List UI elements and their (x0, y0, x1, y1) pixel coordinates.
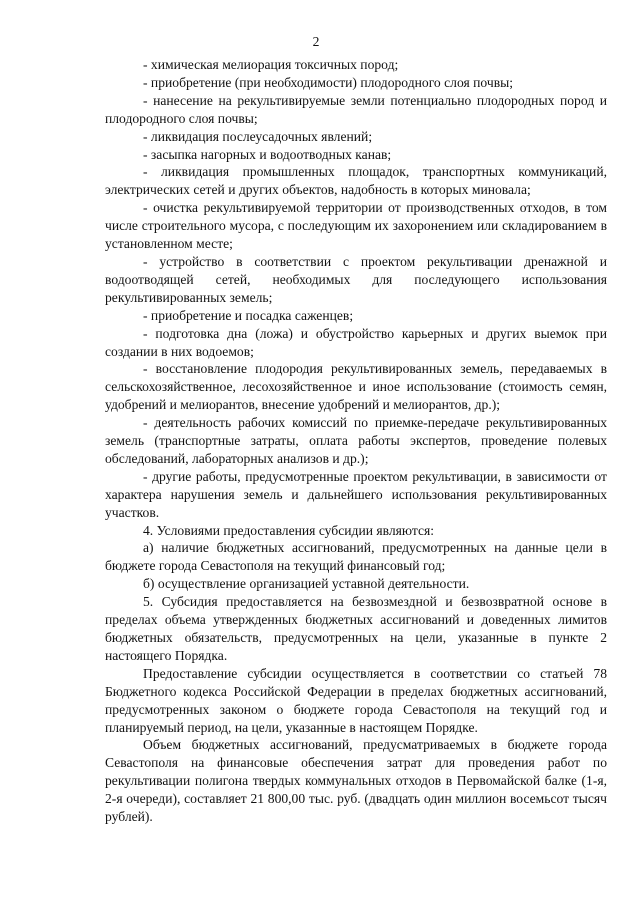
list-item: - приобретение (при необходимости) плодородного слоя почвы; (143, 74, 514, 90)
paragraph: 5. Субсидия предоставляется на безвозмездной и безвозвратной основе в пределах объема утвержденных бюджетных ассигнований и доведенных лимитов бюджетных обязательств, предусмотренных на цели, указанные в пункте 2 настоящего Порядка. (105, 594, 607, 663)
list-item: - химическая мелиорация токсичных пород; (143, 57, 399, 72)
list-item: - засыпка нагорных и водоотводных канав; (143, 146, 392, 162)
page-number: 2 (312, 34, 320, 49)
document-body (105, 56, 607, 826)
section-heading: 4. Условиями предоставления субсидии являются: (143, 522, 435, 538)
list-item: - другие работы, предусмотренные проектом рекультивации, в зависимости от характера нарушения земель и дальнейшего использования рекультивированных участков. (105, 468, 607, 520)
list-item: б) осуществление организацией уставной деятельности. (143, 576, 470, 592)
list-item: - деятельность рабочих комиссий по приемке-передаче рекультивированных земель (транспортные затраты, оплата работы экспертов, проведение полевых обследований, лабораторных анализов и др.); (105, 415, 607, 466)
list-item: - приобретение и посадка саженцев; (143, 307, 354, 323)
list-item: - устройство в соответствии с проектом рекультивации дренажной и водоотводящей сетей, необходимых для последующего использования рекультивированных земель; (105, 253, 607, 305)
list-item: а) наличие бюджетных ассигнований, предусмотренных на данные цели в бюджете города Севастополя на текущий финансовый год; (105, 540, 607, 574)
list-item: - ликвидация промышленных площадок, транспортных коммуникаций, электрических сетей и других объектов, надобность в которых миновала; (105, 164, 607, 198)
list-item: - нанесение на рекультивируемые земли потенциально плодородных пород и плодородного слоя почвы; (105, 92, 607, 126)
list-item: - очистка рекультивируемой территории от производственных отходов, в том числе строительного мусора, с последующим их захоронением или складированием в установленном месте; (105, 200, 607, 252)
list-item: - подготовка дна (ложа) и обустройство карьерных и других выемок при создании в них водоемов; (105, 325, 607, 359)
list-item: - ликвидация послеусадочных явлений; (143, 128, 373, 144)
paragraph: Объем бюджетных ассигнований, предусматриваемых в бюджете города Севастополя на финансовые обеспечения затрат для проведения работ по рекультивации полигона твердых коммунальных отходов в Первомайской балке (1-я, 2-я очереди), составляет 21 800,00 тыс. руб. (двадцать один миллион восемьсот тысяч рублей). (105, 737, 607, 825)
list-item: - восстановление плодородия рекультивированных земель, передаваемых в сельскохозяйственное, лесохозяйственное и иное использование (стоимость семян, удобрений и мелиорантов, внесение удобрений и мелиорантов, др.); (105, 361, 607, 413)
paragraph: Предоставление субсидии осуществляется в соответствии со статьей 78 Бюджетного кодекса Российской Федерации в пределах бюджетных ассигнований, предусмотренных законом о бюджете города Севастополя на текущий год и планируемый период, на цели, указанные в настоящем Порядке. (105, 665, 607, 735)
